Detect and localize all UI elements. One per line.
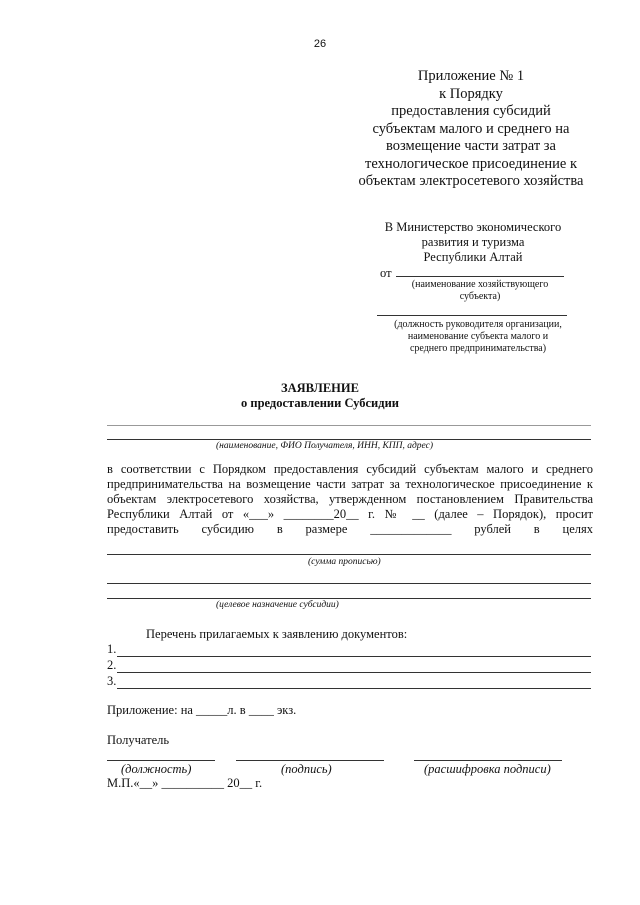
body-line: объектам электросетевого хозяйства, утвержденном постановлением Правительства [107,492,593,506]
appendix-line: предоставления субсидий [391,103,551,119]
from-label: от [380,266,392,280]
position-caption: (должность) [121,762,192,776]
appendix-line: технологическое присоединение к [365,155,577,172]
document-item [107,658,591,673]
statement-subtitle: о предоставлении Субсидии [241,396,399,410]
recipient-block [372,220,574,265]
body-line: в соответствии с Порядком предоставления субсидий субъектам малого и среднего [107,462,593,476]
position-hint: (должность руководителя организации, наименование субъекта малого и среднего предпринимательства) [394,319,562,354]
page-number: 26 [313,38,327,50]
appendix-line: объектам электросетевого хозяйства [358,173,584,189]
appendix-line: субъектам малого и среднего на [372,120,570,137]
applicant-caption: (наименование, ФИО Получателя, ИНН, КПП, адрес) [216,441,434,451]
document-item [107,674,591,689]
document-number: 1. [107,642,117,656]
statement-title: ЗАЯВЛЕНИЕ [281,381,359,395]
document-number: 3. [107,674,117,688]
document-field-line[interactable] [117,645,591,657]
from-field-line[interactable] [396,276,564,277]
document-item [107,642,591,657]
stamp-date-line: М.П.«__» __________ 20__ г. [107,776,263,790]
body-line: предоставить субсидию в размере _____________ рублей в целях [107,522,593,536]
position-field-line[interactable] [377,315,567,316]
document-field-line[interactable] [117,677,591,689]
applicant-line-2[interactable] [107,439,591,440]
recipient-label: Получатель [107,733,170,747]
decoding-caption: (расшифровка подписи) [424,762,551,776]
purpose-caption: (целевое назначение субсидии) [216,600,339,610]
appendix-line: Приложение № 1 [417,68,525,84]
from-hint: (наименование хозяйствующего субъекта) [411,279,549,302]
document-number: 2. [107,658,117,672]
signature-line[interactable] [236,760,384,761]
body-line: предпринимательства на возмещение части затрат за технологическое присоединение к [107,477,593,491]
appendix-line: возмещение части затрат за [386,138,556,154]
applicant-line-1[interactable] [107,425,591,426]
attachment-line: Приложение: на _____л. в ____ экз. [107,703,297,717]
document-field-line[interactable] [117,661,591,673]
signature-decoding-line[interactable] [414,760,562,761]
recipient-line: Республики Алтай [423,250,523,264]
position-signature-line[interactable] [107,760,215,761]
purpose-line-1[interactable] [107,583,591,584]
purpose-line-2[interactable] [107,598,591,599]
statement-body [107,462,593,537]
body-line: Республики Алтай от «___» ________20__ г. № __ (далее – Порядок), просит [107,507,593,521]
recipient-line: развития и туризма [421,235,525,249]
signature-caption: (подпись) [281,762,332,776]
amount-caption: (сумма прописью) [308,557,381,567]
documents-heading: Перечень прилагаемых к заявлению документов: [146,627,408,641]
appendix-line: к Порядку [439,85,503,102]
amount-line[interactable] [107,554,591,555]
recipient-line: В Министерство экономического [384,220,562,234]
appendix-heading [340,68,602,191]
